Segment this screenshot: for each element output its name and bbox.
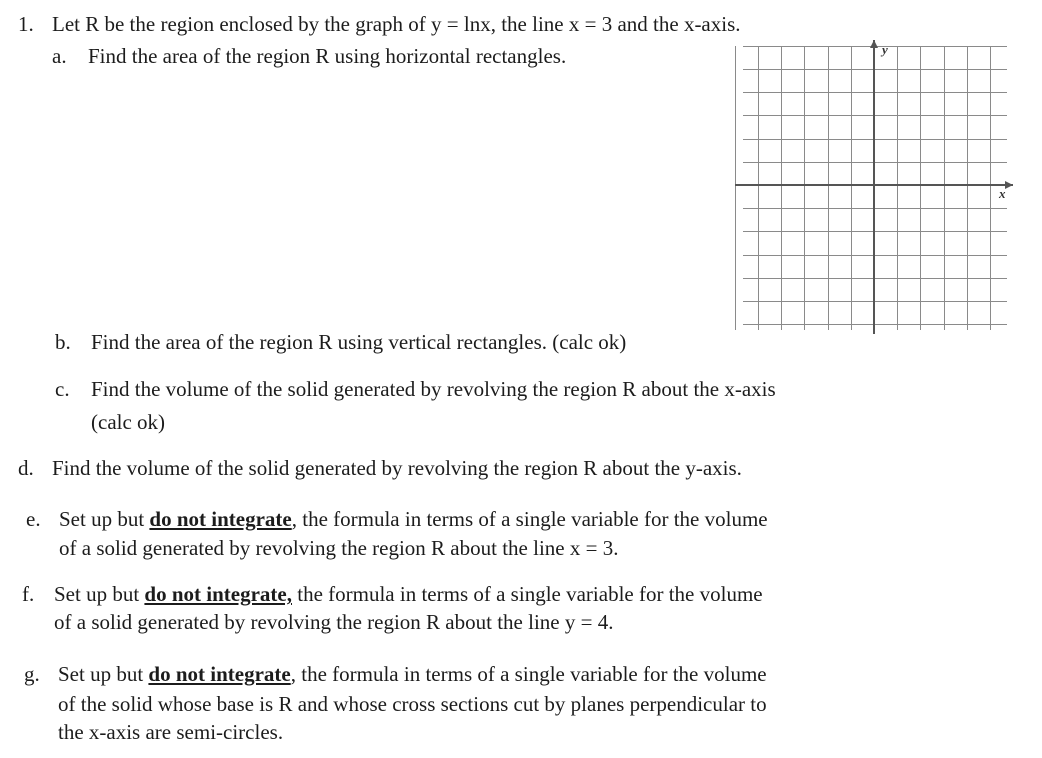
x-axis-label: x <box>999 186 1006 201</box>
problem-statement: Let R be the region enclosed by the graph of y = lnx, the line x = 3 and the x-axis. <box>52 12 741 36</box>
part-f-label: f. <box>22 582 35 606</box>
part-e-text-line2: of a solid generated by revolving the region R about the line x = 3. <box>59 536 619 560</box>
part-a-label: a. <box>52 44 67 68</box>
part-d-label: d. <box>18 456 34 480</box>
coordinate-grid <box>735 38 1015 340</box>
part-e-text-line1: Set up but do not integrate, the formula in terms of a single variable for the volume <box>59 507 768 531</box>
x-axis-arrow <box>1005 181 1013 189</box>
part-f-text-line2: of a solid generated by revolving the region R about the line y = 4. <box>54 610 614 634</box>
do-not-integrate-emphasis: do not integrate <box>149 507 292 531</box>
part-g-text-line3: the x-axis are semi-circles. <box>58 720 284 744</box>
part-c-text-line1: Find the volume of the solid generated by revolving the region R about the x-axis <box>91 377 776 401</box>
y-axis-label: y <box>882 42 888 57</box>
do-not-integrate-emphasis: do not integrate <box>148 662 291 686</box>
problem-number: 1. <box>18 12 34 36</box>
part-c-label: c. <box>55 377 70 401</box>
part-g-text-line1: Set up but do not integrate, the formula in terms of a single variable for the volume <box>58 662 767 686</box>
part-a-text: Find the area of the region R using horizontal rectangles. <box>88 44 567 68</box>
part-f-text-line1: Set up but do not integrate, the formula in terms of a single variable for the volume <box>54 582 763 606</box>
part-d-text: Find the volume of the solid generated by revolving the region R about the y-axis. <box>52 456 742 480</box>
y-axis-arrow <box>870 40 878 48</box>
do-not-integrate-emphasis: do not integrate, <box>144 582 292 606</box>
part-b-text: Find the area of the region R using vertical rectangles. (calc ok) <box>91 330 627 354</box>
part-g-label: g. <box>24 662 40 686</box>
part-g-text-line2: of the solid whose base is R and whose cross sections cut by planes perpendicular to <box>58 692 767 716</box>
part-b-label: b. <box>55 330 71 354</box>
part-e-label: e. <box>26 507 41 531</box>
part-c-text-line2: (calc ok) <box>91 410 166 434</box>
